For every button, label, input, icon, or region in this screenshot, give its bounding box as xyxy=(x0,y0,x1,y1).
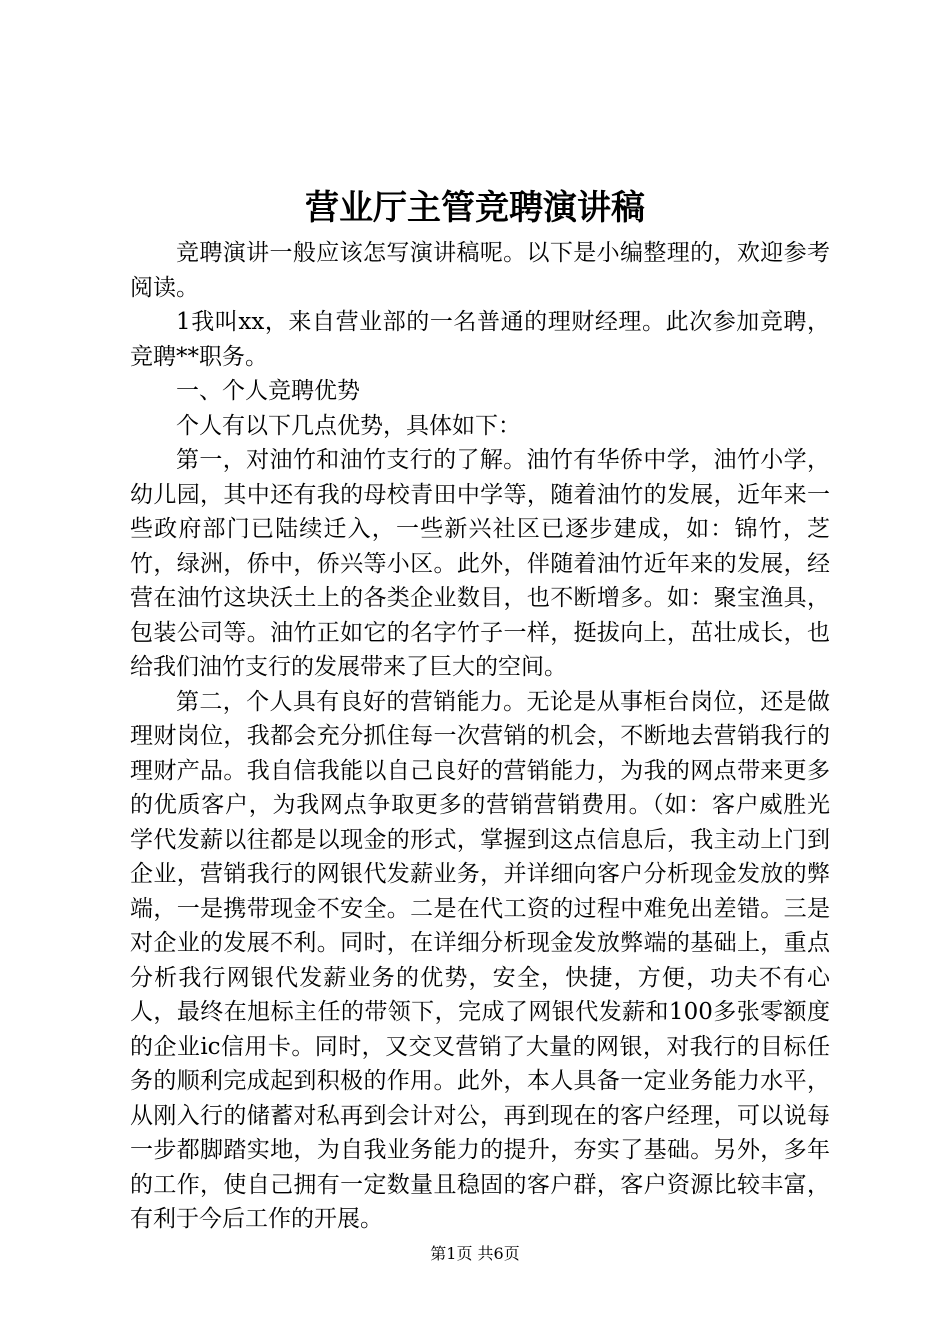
page-number-footer: 第1页 共6页 xyxy=(430,1244,520,1263)
paragraph-second-advantage: 第二，个人具有良好的营销能力。无论是从事柜台岗位，还是做理财岗位，我都会充分抓住每一次营销的机会，不断地去营销我行的理财产品。我自信我能以自己良好的营销能力，为我的网点带来更多的优质客户，为我网点争取更多的营销营销费用。（如：客户威胜光学代发薪以往都是以现金的形式，掌握到这点信息后，我主动上门到企业，营销我行的网银代发薪业务，并详细向客户分析现金发放的弊端，一是携带现金不安全。二是在代工资的过程中难免出差错。三是对企业的发展不利。同时，在详细分析现金发放弊端的基础上，重点分析我行网银代发薪业务的优势，安全，快捷，方便，功夫不有心人，最终在旭标主任的带领下，完成了网银代发薪和100多张零额度的企业ic信用卡。同时，又交叉营销了大量的网银，对我行的目标任务的顺利完成起到积极的作用。此外，本人具备一定业务能力水平，从刚入行的储蓄对私再到会计对公，再到现在的客户经理，可以说每一步都脚踏实地，为自我业务能力的提升，夯实了基础。另外，多年的工作，使自己拥有一定数量且稳固的客户群，客户资源比较丰富，有利于今后工作的开展。 xyxy=(130,688,830,1232)
paragraph-self-introduction: 1我叫xx，来自营业部的一名普通的理财经理。此次参加竞聘，竞聘**职务。 xyxy=(130,309,830,370)
paragraph-first-advantage: 第一，对油竹和油竹支行的了解。油竹有华侨中学，油竹小学，幼儿园，其中还有我的母校青田中学等，随着油竹的发展，近年来一些政府部门已陆续迁入，一些新兴社区已逐步建成，如：锦竹，芝竹，绿洲，侨中，侨兴等小区。此外，伴随着油竹近年来的发展，经营在油竹这块沃土上的各类企业数目，也不断增多。如：聚宝渔具，包装公司等。油竹正如它的名字竹子一样，挺拔向上，茁壮成长，也给我们油竹支行的发展带来了巨大的空间。 xyxy=(130,447,830,680)
section-heading-advantages: 一、个人竞聘优势 xyxy=(176,378,360,404)
document-title: 营业厅主管竞聘演讲稿 xyxy=(305,188,645,228)
paragraph-advantages-lead: 个人有以下几点优势，具体如下： xyxy=(176,412,521,439)
paragraph-intro: 竞聘演讲一般应该怎写演讲稿呢。以下是小编整理的，欢迎参考阅读。 xyxy=(130,240,830,301)
document-body xyxy=(130,236,830,1237)
